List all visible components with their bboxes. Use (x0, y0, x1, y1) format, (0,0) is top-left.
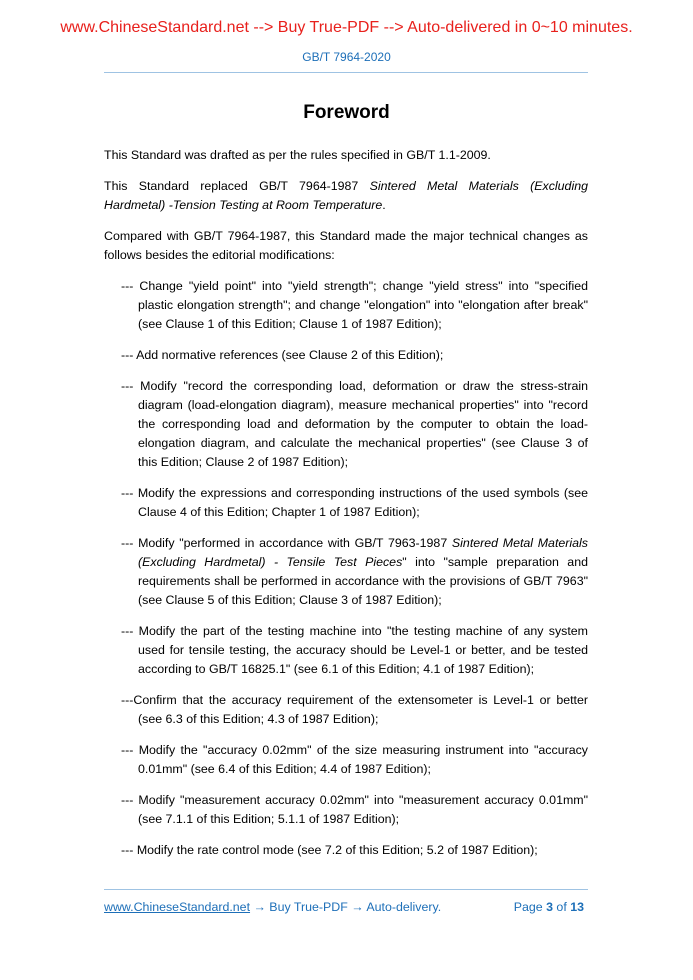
replaced-standard-title: Sintered Metal Materials (Excluding Hardmetal) -Tension Testing at Room Temperature (104, 179, 588, 212)
page-of: of (552, 900, 571, 914)
change-item (104, 534, 588, 610)
change-item-pre: --- Modify "performed in accordance with GB/T 7963-1987 (121, 536, 452, 550)
replacement-end: . (382, 198, 386, 212)
header-divider (104, 72, 588, 73)
standard-number: GB/T 7964-2020 (302, 50, 391, 64)
footer-link[interactable]: www.ChineseStandard.net (104, 900, 251, 914)
change-item: --- Modify the expressions and corresponding instructions of the used symbols (see Clause 4 of this Edition; Chapter 1 of 1987 Edition); (121, 486, 588, 519)
page-current: 3 (546, 900, 553, 914)
footer-divider (104, 889, 588, 890)
footer-left (104, 900, 441, 914)
paragraph-drafting-rules: This Standard was drafted as per the rules specified in GB/T 1.1-2009. (104, 148, 491, 162)
change-item: --- Change "yield point" into "yield strength"; change "yield stress" into "specified plastic elongation strength"; and change "elongation" into "elongation after break" (see Clause 1 of this Edition; Clause 1 of 1987 Edition); (121, 279, 588, 331)
replacement-text: This Standard replaced GB/T 7964-1987 (104, 179, 370, 193)
page-total: 13 (570, 900, 584, 914)
change-item: ---Confirm that the accuracy requirement of the extensometer is Level-1 or better (see 6.3 of this Edition; 4.3 of 1987 Edition); (121, 693, 588, 726)
page-title: Foreword (303, 102, 390, 123)
change-item: --- Modify "measurement accuracy 0.02mm" into "measurement accuracy 0.01mm" (see 7.1.1 of this Edition; 5.1.1 of 1987 Edition); (121, 793, 588, 826)
change-item-post: " into "sample preparation and requirements shall be performed in accordance with the provisions of GB/T 7963" (see Clause 5 of this Edition; Clause 3 of 1987 Edition); (138, 555, 588, 607)
top-banner[interactable]: www.ChineseStandard.net --> Buy True-PDF --> Auto-delivered in 0~10 minutes. (60, 19, 633, 36)
change-item: --- Modify the part of the testing machine into "the testing machine of any system used for tensile testing, the accuracy should be Level-1 or better, and be tested according to GB/T 16825.1" (see 6.1 of this Edition; 4.1 of 1987 Edition); (121, 624, 588, 676)
page-label: Page (513, 900, 547, 914)
change-item: --- Add normative references (see Clause 2 of this Edition); (121, 348, 444, 362)
change-item: --- Modify the "accuracy 0.02mm" of the size measuring instrument into "accuracy 0.01mm" (see 6.4 of this Edition; 4.4 of 1987 Edition); (121, 743, 588, 776)
change-item: --- Modify the rate control mode (see 7.2 of this Edition; 5.2 of 1987 Edition); (121, 843, 538, 857)
footer-tagline: → Buy True-PDF → Auto-delivery. (250, 900, 442, 914)
change-item-italic-title: Sintered Metal Materials (Excluding Hardmetal) - Tensile Test Pieces (138, 536, 588, 569)
change-item: --- Modify "record the corresponding load, deformation or draw the stress-strain diagram (load-elongation diagram), measure mechanical properties" into "record the corresponding load and deformation by the computer to obtain the load-elongation diagram, and calculate the mechanical properties" (see Clause 3 of this Edition; Clause 2 of 1987 Edition); (121, 379, 588, 469)
paragraph-changes-intro: Compared with GB/T 7964-1987, this Standard made the major technical changes as follows besides the editorial modifications: (104, 229, 588, 262)
document-body (104, 146, 588, 872)
page-number (514, 900, 584, 914)
paragraph-replacement (104, 177, 588, 215)
